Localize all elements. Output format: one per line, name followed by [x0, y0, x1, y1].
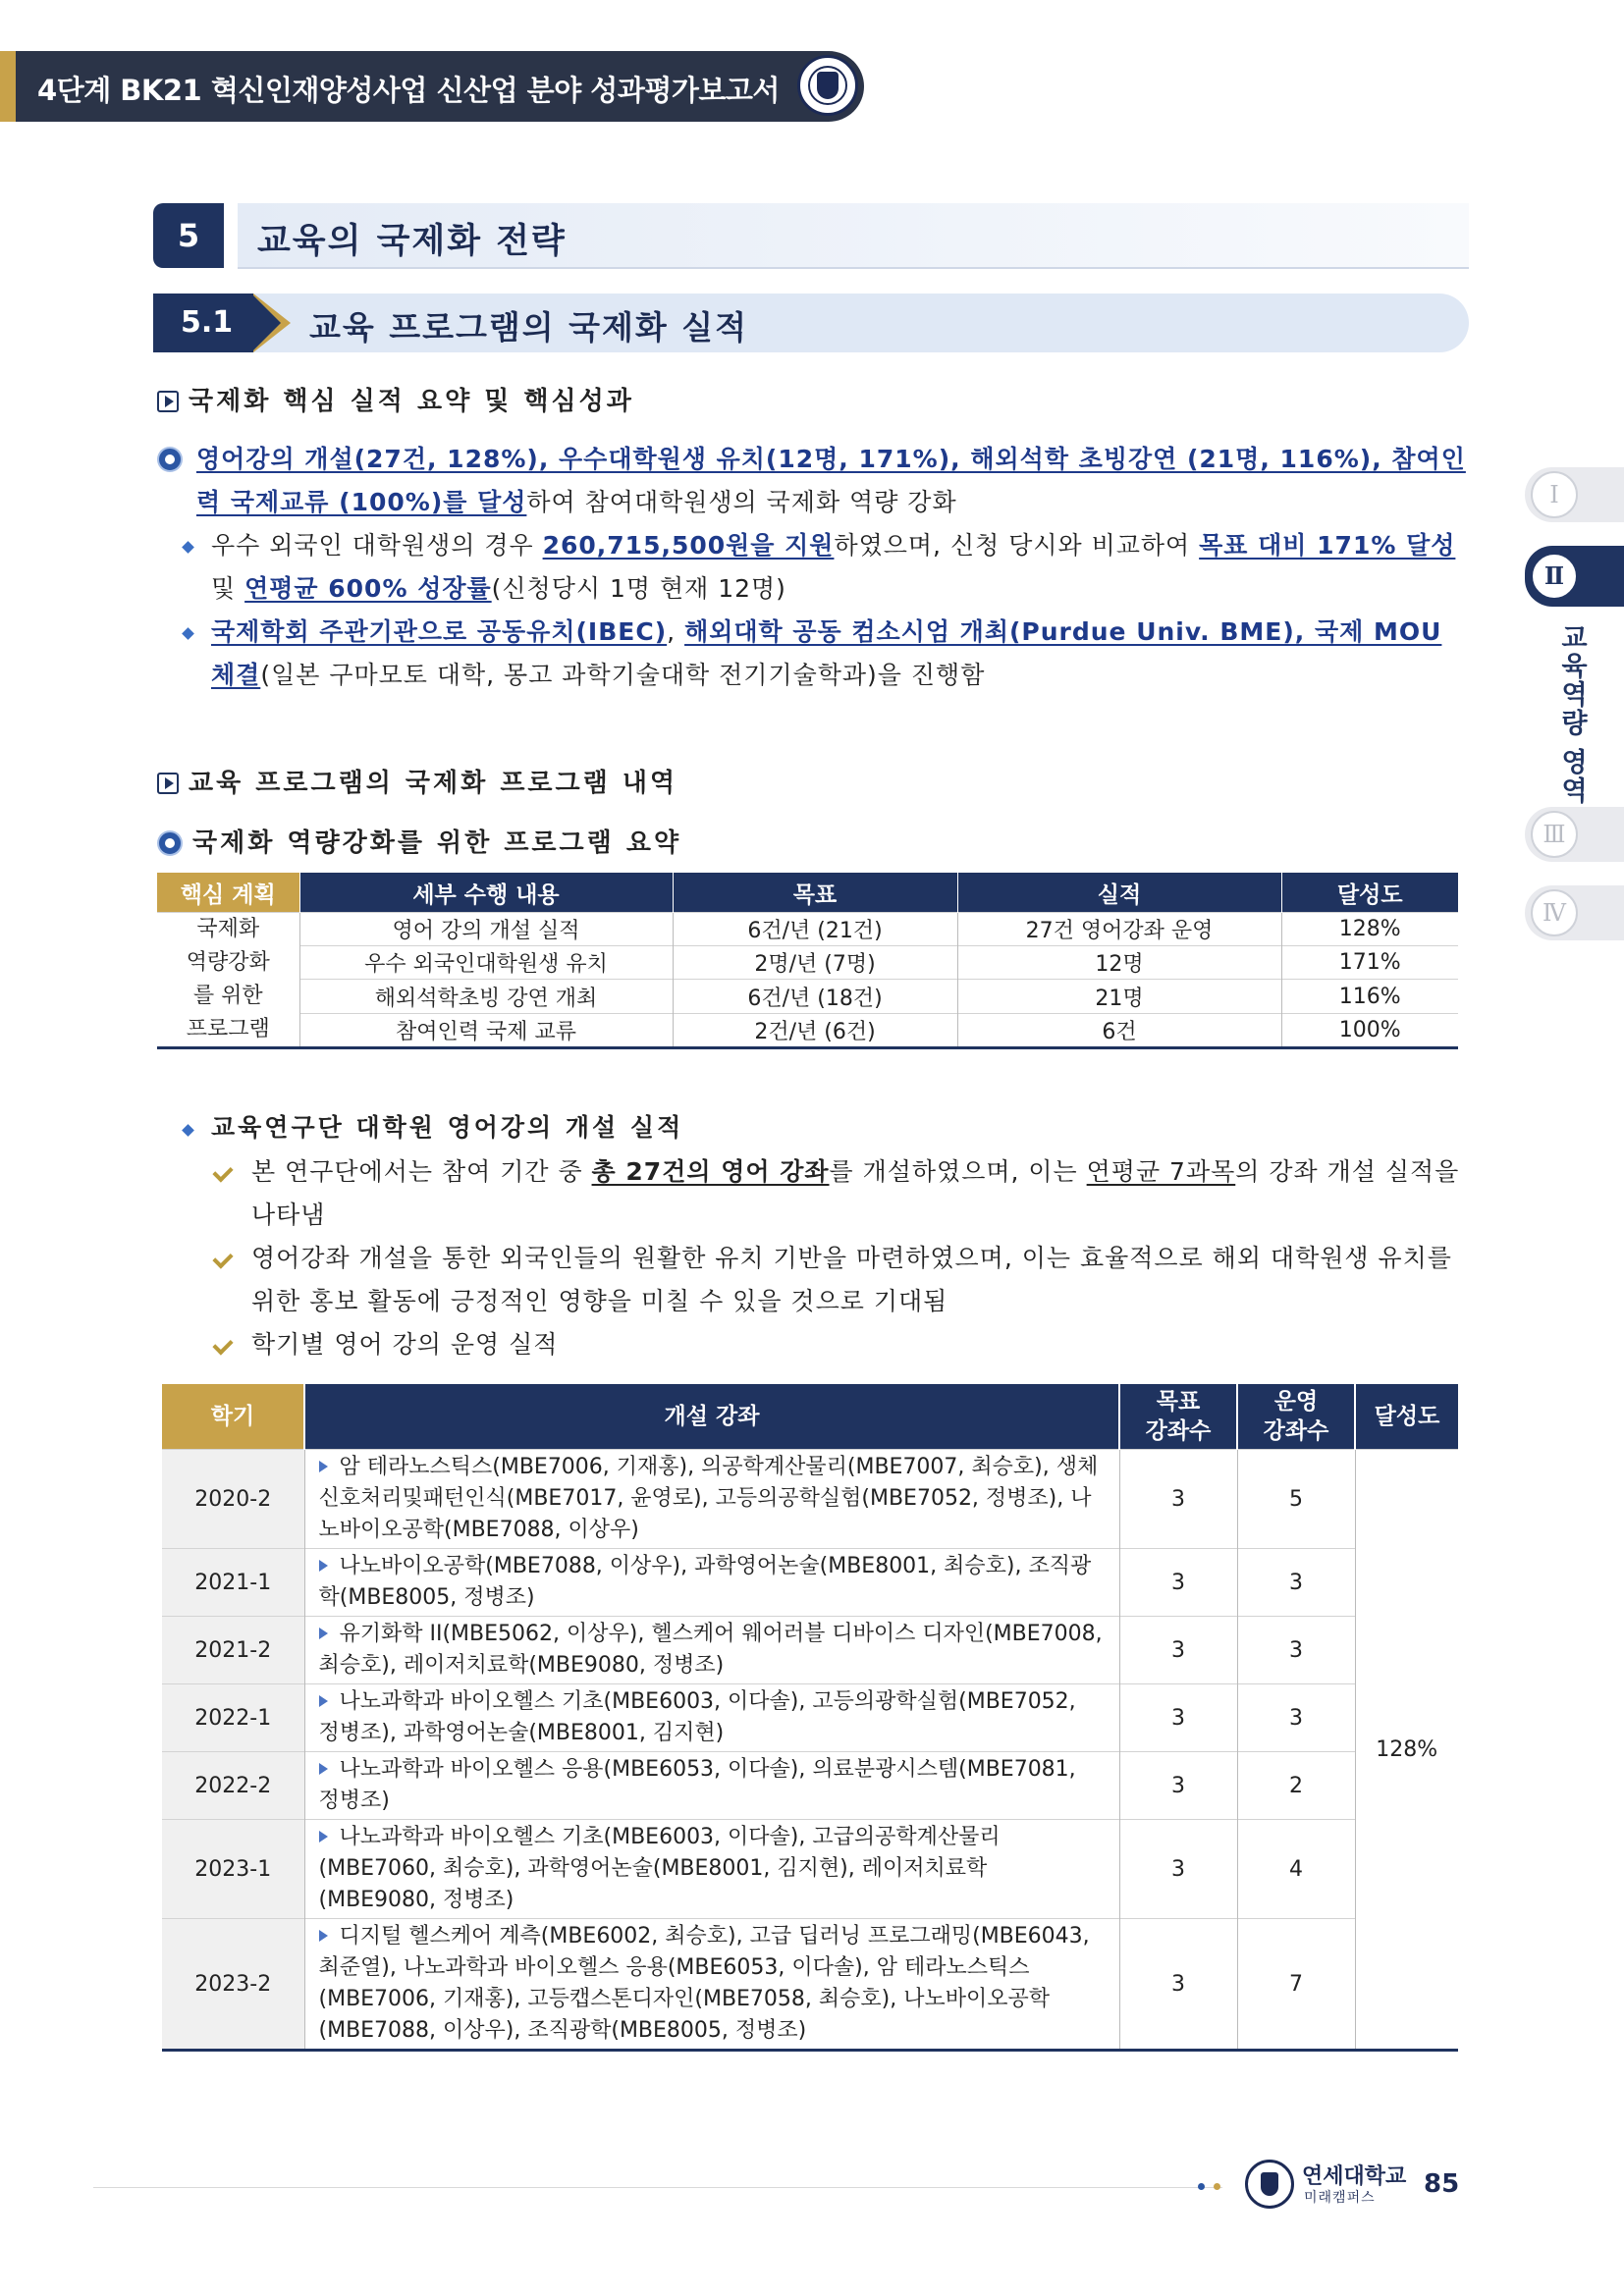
- university-logo-icon: [1245, 2160, 1294, 2209]
- t1-result: 6건: [957, 1013, 1281, 1047]
- table-row: [162, 1549, 1458, 1617]
- t1-header-rate: 달성도: [1281, 873, 1458, 913]
- b2-d: (일본 구마모토 대학, 몽고 과학기술대학 전기기술학과)을 진행함: [260, 661, 986, 689]
- t2-courses: [304, 1684, 1119, 1752]
- ring-bullet-icon: [159, 449, 181, 470]
- footer-university: 연세대학교: [1302, 2164, 1407, 2189]
- t1-header-goal: 목표: [673, 873, 957, 913]
- university-seal-icon: [797, 55, 858, 116]
- summary-heading: [157, 381, 634, 417]
- c1-e: 의 강좌 개설 실적을 나타냄: [251, 1157, 1460, 1229]
- subsection-chevron-inner-icon: [251, 294, 281, 352]
- summary-bullet-2: [211, 611, 1475, 697]
- t1-rate: 128%: [1281, 913, 1458, 946]
- program-heading-text: 교육 프로그램의 국제화 프로그램 내역: [189, 769, 678, 798]
- t1-goal: 6건/년 (21건): [673, 913, 957, 946]
- t2-header-semester: 학기: [162, 1384, 304, 1450]
- triangle-bullet-icon: [319, 1461, 328, 1472]
- t1-plan-line: 프로그램: [186, 1017, 270, 1041]
- t2-target: 3: [1119, 1820, 1237, 1919]
- b1-g: (신청당시 1명 현재 12명): [491, 574, 786, 603]
- t2-header-course: 개설 강좌: [304, 1384, 1119, 1450]
- t1-header-result: 실적: [957, 873, 1281, 913]
- side-tab-4-label: Ⅳ: [1531, 889, 1578, 936]
- t1-detail: 해외석학초빙 강연 개최: [299, 980, 673, 1013]
- b1-a: 우수 외국인 대학원생의 경우: [211, 531, 543, 560]
- b2-b: ,: [667, 617, 685, 646]
- t1-plan-line: 를 위한: [192, 984, 263, 1008]
- t2-courses-text: 암 테라노스틱스(MBE7006, 기재홍), 의공학계산물리(MBE7007, 최승호), 생체신호처리및패턴인식(MBE7017, 윤영로), 고등의공학실험(MBE7052, 정병조), 나노바이오공학(MBE7088, 이상우): [318, 1455, 1099, 1542]
- t1-rate: 100%: [1281, 1013, 1458, 1047]
- t2-header-run: [1237, 1384, 1355, 1450]
- t2-overall-rate: 128%: [1355, 1450, 1458, 2051]
- triangle-bullet-icon: [319, 1930, 328, 1942]
- side-tab-4[interactable]: [1525, 885, 1624, 940]
- footer-divider: [93, 2187, 1222, 2188]
- t2-semester: 2022-1: [162, 1684, 304, 1752]
- t1-goal: 2명/년 (7명): [673, 946, 957, 980]
- check-icon: [212, 1248, 233, 1268]
- t2-target: 3: [1119, 1450, 1237, 1549]
- play-box-icon: [157, 773, 179, 794]
- ring-bullet-icon: [159, 832, 181, 854]
- t2-courses: [304, 1919, 1119, 2051]
- summary-main: [159, 438, 1475, 524]
- program-subheading-text: 국제화 역량강화를 위한 프로그램 요약: [192, 828, 682, 858]
- footer-campus: 미래캠퍼스: [1304, 2190, 1376, 2206]
- b1-c: 하였으며, 신청 당시와 비교하여: [834, 531, 1200, 560]
- table-row: [162, 1752, 1458, 1820]
- table-row: [157, 913, 1458, 946]
- summary-heading-text: 국제화 핵심 실적 요약 및 핵심성과: [189, 387, 634, 416]
- t1-rate: 116%: [1281, 980, 1458, 1013]
- table-row: [162, 1684, 1458, 1752]
- t1-goal: 6건/년 (18건): [673, 980, 957, 1013]
- table-row: [162, 1617, 1458, 1684]
- t1-detail: 참여인력 국제 교류: [299, 1013, 673, 1047]
- c1-c: 를 개설하였으며, 이는: [829, 1157, 1087, 1186]
- footer-dot-gold: [1214, 2183, 1220, 2190]
- program-heading: [157, 763, 677, 799]
- t1-header-detail: 세부 수행 내용: [299, 873, 673, 913]
- t2-courses-text: 나노바이오공학(MBE7088, 이상우), 과학영어논술(MBE8001, 최승호), 조직광학(MBE8005, 정병조): [318, 1554, 1092, 1610]
- c1-a: 본 연구단에서는 참여 기간 중: [251, 1157, 592, 1186]
- triangle-bullet-icon: [319, 1628, 328, 1639]
- t2-header-target-l2: 강좌수: [1145, 1418, 1212, 1444]
- t2-header-run-l1: 운영: [1273, 1389, 1319, 1415]
- t2-run: 3: [1237, 1549, 1355, 1617]
- t1-result: 27건 영어강좌 운영: [957, 913, 1281, 946]
- t2-header-run-l2: 강좌수: [1263, 1418, 1329, 1444]
- side-tab-3[interactable]: [1525, 807, 1624, 862]
- c1-b: 총 27건의 영어 강좌: [591, 1157, 830, 1186]
- t1-detail: 우수 외국인대학원생 유치: [299, 946, 673, 980]
- b2-c: 해외대학 공동 컴소시엄 개최(Purdue Univ. BME), 국제 MOU 체결: [211, 617, 1442, 689]
- t2-courses: [304, 1549, 1119, 1617]
- side-tab-1-label: Ⅰ: [1531, 471, 1578, 518]
- triangle-bullet-icon: [319, 1560, 328, 1572]
- subsection-title: 교육 프로그램의 국제화 실적: [309, 308, 749, 347]
- t2-run: 7: [1237, 1919, 1355, 2051]
- t1-result: 21명: [957, 980, 1281, 1013]
- program-subheading: [159, 823, 681, 859]
- play-box-icon: [157, 391, 179, 412]
- program-summary-table: [157, 873, 1458, 1049]
- t2-courses-text: 유기화학 II(MBE5062, 이상우), 헬스케어 웨어러블 디바이스 디자인(MBE7008, 최승호), 레이저치료학(MBE9080, 정병조): [318, 1622, 1103, 1678]
- side-tab-1[interactable]: [1525, 467, 1624, 522]
- semester-english-table: [162, 1384, 1458, 2052]
- t2-target: 3: [1119, 1549, 1237, 1617]
- side-tab-2[interactable]: [1525, 546, 1624, 607]
- b2-a: 국제학회 주관기관으로 공동유치(IBEC): [211, 617, 668, 646]
- t2-semester: 2021-1: [162, 1549, 304, 1617]
- table-row: [157, 980, 1458, 1013]
- t2-run: 3: [1237, 1684, 1355, 1752]
- t1-plan-cell: [157, 913, 299, 1048]
- t2-courses: [304, 1752, 1119, 1820]
- subsection-number: 5.1: [153, 294, 253, 352]
- t2-courses-text: 나노과학과 바이오헬스 기초(MBE6003, 이다솔), 고급의공학계산물리(MBE7060, 최승호), 과학영어논술(MBE8001, 김지현), 레이저치료학(MBE9080, 정병조): [318, 1825, 1001, 1912]
- english-check-1: [251, 1150, 1475, 1237]
- t2-run: 4: [1237, 1820, 1355, 1919]
- t2-semester: 2023-1: [162, 1820, 304, 1919]
- t1-result: 12명: [957, 946, 1281, 980]
- table-row: [162, 1820, 1458, 1919]
- english-heading: 교육연구단 대학원 영어강의 개설 실적: [211, 1113, 684, 1142]
- b1-f: 연평균 600% 성장률: [244, 574, 492, 603]
- t2-header-rate: 달성도: [1355, 1384, 1458, 1450]
- t2-target: 3: [1119, 1617, 1237, 1684]
- t2-courses-text: 디지털 헬스케어 계측(MBE6002, 최승호), 고급 딥러닝 프로그래밍(MBE6043, 최준열), 나노과학과 바이오헬스 응용(MBE6053, 이다솔), 암 테라노스틱스(MBE7006, 기재홍), 고등캡스톤디자인(MBE7058, 최승호), 나노바이오공학(MBE7088, 이상우), 조직광학(MBE8005, 정병조): [318, 1924, 1090, 2043]
- diamond-bullet-icon: [182, 627, 194, 640]
- diamond-bullet-icon: [182, 1124, 194, 1137]
- t2-courses: [304, 1820, 1119, 1919]
- triangle-bullet-icon: [319, 1831, 328, 1842]
- t1-plan-line: 국제화: [196, 917, 260, 941]
- check-icon: [212, 1334, 233, 1355]
- t2-run: 3: [1237, 1617, 1355, 1684]
- triangle-bullet-icon: [319, 1695, 328, 1707]
- summary-main-rest: 하여 참여대학원생의 국제화 역량 강화: [526, 488, 957, 516]
- side-tab-active-label: 교육역량 영역: [1556, 623, 1587, 806]
- section-title-underline: [238, 267, 1469, 269]
- b1-b: 260,715,500원을 지원: [542, 531, 835, 560]
- side-tab-2-label: Ⅱ: [1531, 553, 1578, 600]
- english-check-2: 영어강좌 개설을 통한 외국인들의 원활한 유치 기반을 마련하였으며, 이는 효율적으로 해외 대학원생 유치를 위한 홍보 활동에 긍정적인 영향을 미칠 수 있을 것으로 기대됨: [251, 1244, 1452, 1315]
- t1-goal: 2건/년 (6건): [673, 1013, 957, 1047]
- t1-header-plan: 핵심 계획: [157, 873, 299, 913]
- t2-courses: [304, 1617, 1119, 1684]
- t2-semester: 2020-2: [162, 1450, 304, 1549]
- table-row: [162, 1919, 1458, 2051]
- table-row: [162, 1450, 1458, 1549]
- t2-target: 3: [1119, 1919, 1237, 2051]
- side-tab-3-label: Ⅲ: [1531, 811, 1578, 858]
- summary-bullet-1: [211, 524, 1475, 611]
- english-check-3: 학기별 영어 강의 운영 실적: [251, 1330, 559, 1359]
- summary-main-highlight: 영어강의 개설(27건, 128%), 우수대학원생 유치(12명, 171%), 해외석학 초빙강연 (21명, 116%), 참여인력 국제교류 (100%)를 달성: [196, 445, 1466, 516]
- header-accent-bar: [0, 51, 16, 122]
- t1-plan-line: 역량강화: [186, 950, 270, 975]
- t2-header-target-l1: 목표: [1156, 1389, 1201, 1415]
- t1-rate: 171%: [1281, 946, 1458, 980]
- section-number: 5: [153, 203, 224, 268]
- table-row: [157, 946, 1458, 980]
- t2-courses-text: 나노과학과 바이오헬스 응용(MBE6053, 이다솔), 의료분광시스템(MBE7081, 정병조): [318, 1757, 1076, 1813]
- footer-dot-blue: [1198, 2183, 1205, 2190]
- t2-semester: 2022-2: [162, 1752, 304, 1820]
- t2-run: 5: [1237, 1450, 1355, 1549]
- diamond-bullet-icon: [182, 541, 194, 554]
- table-row: [157, 1013, 1458, 1047]
- b1-d: 목표 대비 171% 달성: [1199, 531, 1456, 560]
- b1-e: 및: [211, 574, 245, 603]
- t2-semester: 2023-2: [162, 1919, 304, 2051]
- section-title: 교육의 국제화 전략: [257, 222, 567, 261]
- check-icon: [212, 1161, 233, 1182]
- t2-semester: 2021-2: [162, 1617, 304, 1684]
- t2-courses-text: 나노과학과 바이오헬스 기초(MBE6003, 이다솔), 고등의광학실험(MBE7052, 정병조), 과학영어논술(MBE8001, 김지현): [318, 1689, 1076, 1745]
- page-number: 85: [1424, 2169, 1460, 2199]
- t2-target: 3: [1119, 1684, 1237, 1752]
- triangle-bullet-icon: [319, 1763, 328, 1775]
- t2-header-target: [1119, 1384, 1237, 1450]
- report-title: 4단계 BK21 혁신인재양성사업 신산업 분야 성과평가보고서: [37, 74, 780, 107]
- t1-detail: 영어 강의 개설 실적: [299, 913, 673, 946]
- t2-courses: [304, 1450, 1119, 1549]
- t2-run: 2: [1237, 1752, 1355, 1820]
- c1-d: 연평균 7과목: [1086, 1157, 1236, 1186]
- t2-target: 3: [1119, 1752, 1237, 1820]
